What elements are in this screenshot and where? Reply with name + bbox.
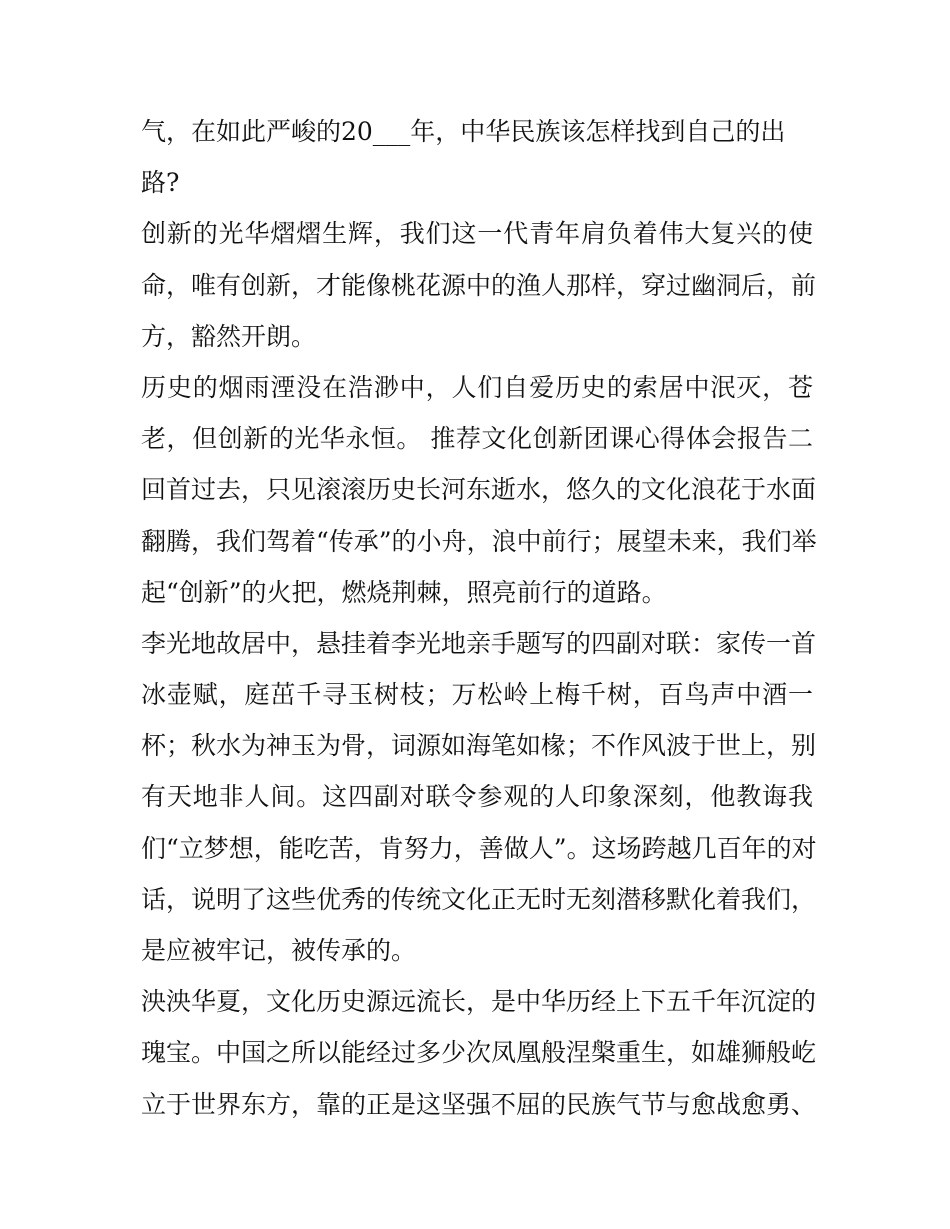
text-line-15: 们“立梦想，能吃苦，肯努力，善做人”。这场跨越几百年的对 (141, 833, 817, 863)
text-line-1: 气，在如此严峻的20___年，中华民族该怎样找到自己的出 (141, 117, 786, 146)
text-line-18: 泱泱华夏，文化历史源远流长，是中华历经上下五千年沉淀的 (141, 987, 817, 1017)
text-line-3: 创新的光华熠熠生辉，我们这一代青年肩负着伟大复兴的使 (141, 219, 813, 249)
text-line-20: 立于世界东方，靠的正是这坚强不屈的民族气节与愈战愈勇、 (141, 1089, 817, 1119)
text-line-6: 历史的烟雨湮没在浩渺中，人们自爱历史的索居中泯灭，苍 (141, 372, 813, 402)
text-line-5: 方，豁然开朗。 (141, 321, 317, 351)
document-page (141, 106, 817, 1130)
text-line-2: 路? (141, 168, 180, 198)
text-line-11: 李光地故居中，悬挂着李光地亲手题写的四副对联：家传一首 (141, 628, 817, 658)
text-line-9: 翻腾，我们驾着“传承”的小舟，浪中前行；展望未来，我们举 (141, 526, 817, 556)
text-line-10: 起“创新”的火把，燃烧荆棘，照亮前行的道路。 (141, 577, 667, 607)
text-line-13: 杯；秋水为神玉为骨，词源如海笔如椽；不作风波于世上，别 (141, 731, 817, 761)
text-line-8: 回首过去，只见滚滚历史长河东逝水，悠久的文化浪花于水面 (141, 475, 817, 505)
text-line-12: 冰壶赋，庭茁千寻玉树枝；万松岭上梅千树，百鸟声中酒一 (141, 680, 813, 710)
text-line-19: 瑰宝。中国之所以能经过多少次凤凰般涅槃重生，如雄狮般屹 (141, 1038, 817, 1068)
text-line-7: 老，但创新的光华永恒。 推荐文化创新团课心得体会报告二 (141, 424, 813, 454)
text-line-14: 有天地非人间。这四副对联令参观的人印象深刻，他教诲我 (141, 782, 813, 812)
text-line-17: 是应被牢记，被传承的。 (141, 936, 417, 965)
text-line-16: 话，说明了这些优秀的传统文化正无时无刻潜移默化着我们， (141, 884, 817, 914)
text-line-4: 命，唯有创新，才能像桃花源中的渔人那样，穿过幽洞后，前 (141, 270, 817, 300)
